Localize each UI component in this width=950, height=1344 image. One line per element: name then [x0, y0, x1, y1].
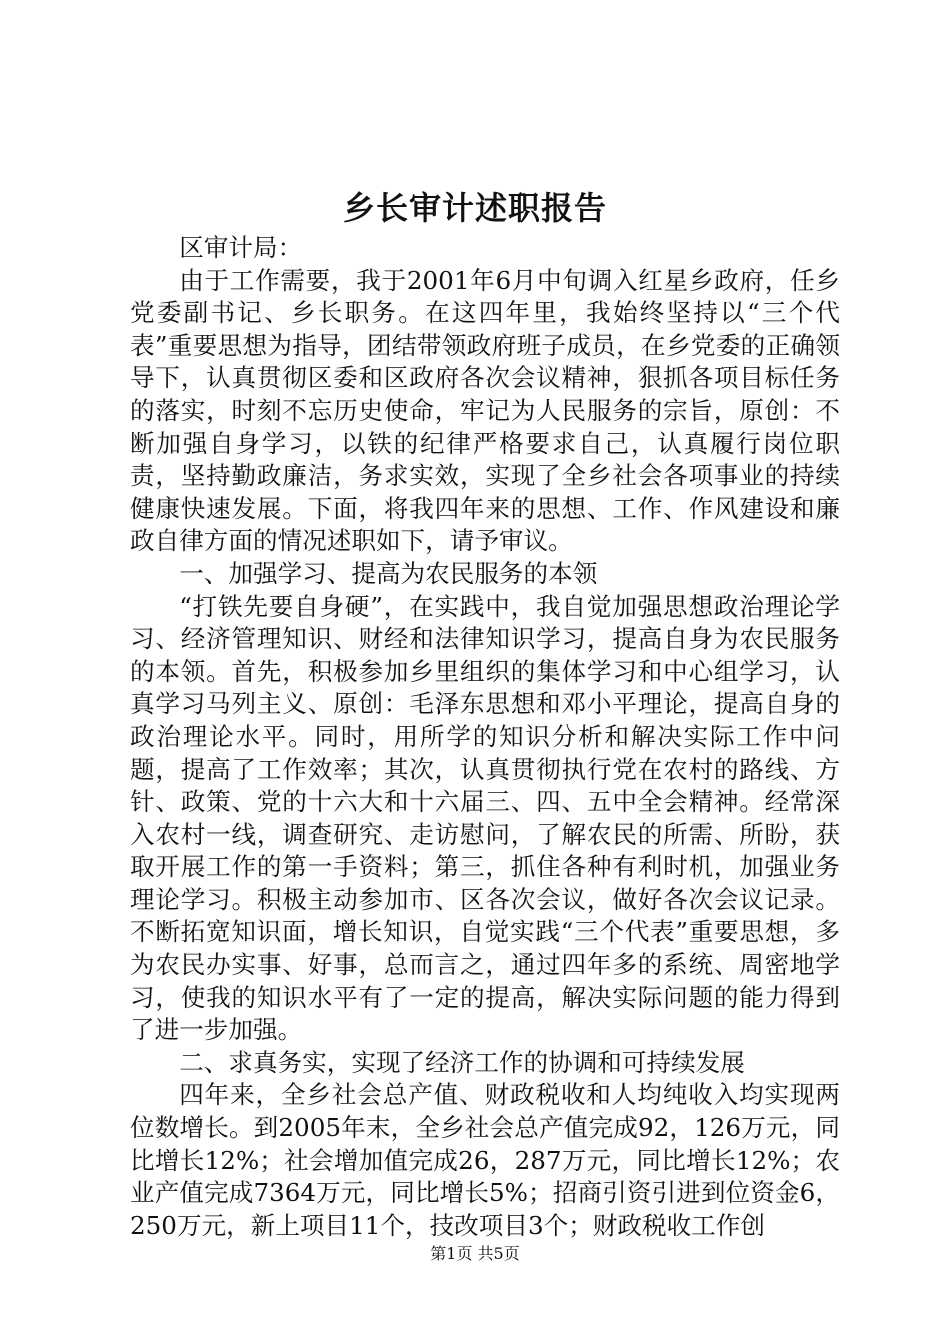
document-body [130, 232, 840, 1242]
salutation: 区审计局： [179, 233, 303, 262]
section-heading-2: 二、求真务实，实现了经济工作的协调和可持续发展 [179, 1047, 745, 1077]
paragraph-economy: 四年来，全乡社会总产值、财政税收和人均纯收入均实现两位数增长。到2005年末，全乡社会总产值完成92，126万元，同比增长12%；社会增加值完成26，287万元，同比增长12%；农业产值完成7364万元，同比增长5%；招商引资引进到位资金6，250万元，新上项目11个，技改项目3个；财政税收工作创 [130, 1080, 840, 1240]
page-footer: 第1页 共5页 [430, 1244, 520, 1263]
paragraph-study: “打铁先要自身硬”，在实践中，我自觉加强思想政治理论学习、经济管理知识、财经和法律知识学习，提高自身为农民服务的本领。首先，积极参加乡里组织的集体学习和中心组学习，认真学习马列主义、原创：毛泽东思想和邓小平理论，提高自身的政治理论水平。同时，用所学的知识分析和解决实际工作中问题，提高了工作效率；其次，认真贯彻执行党在农村的路线、方针、政策、党的十六大和十六届三、四、五中全会精神。经常深入农村一线，调查研究、走访慰问，了解农民的所需、所盼，获取开展工作的第一手资料；第三，抓住各种有利时机，加强业务理论学习。积极主动参加市、区各次会议，做好各次会议记录。不断拓宽知识面，增长知识，自觉实践“三个代表”重要思想，多为农民办实事、好事，总而言之，通过四年多的系统、周密地学习，使我的知识水平有了一定的提高，解决实际问题的能力得到了进一步加强。 [130, 591, 840, 1045]
page-title: 乡长审计述职报告 [342, 189, 607, 227]
section-heading-1: 一、加强学习、提高为农民服务的本领 [179, 558, 598, 588]
paragraph-intro: 由于工作需要，我于2001年6月中旬调入红星乡政府，任乡党委副书记、乡长职务。在这四年里，我始终坚持以“三个代表”重要思想为指导，团结带领政府班子成员，在乡党委的正确领导下，认真贯彻区委和区政府各次会议精神，狠抓各项目标任务的落实，时刻不忘历史使命，牢记为人民服务的宗旨，原创：不断加强自身学习，以铁的纪律严格要求自己，认真履行岗位职责，坚持勤政廉洁，务求实效，实现了全乡社会各项事业的持续健康快速发展。下面，将我四年来的思想、工作、作风建设和廉政自律方面的情况述职如下，请予审议。 [130, 265, 840, 556]
